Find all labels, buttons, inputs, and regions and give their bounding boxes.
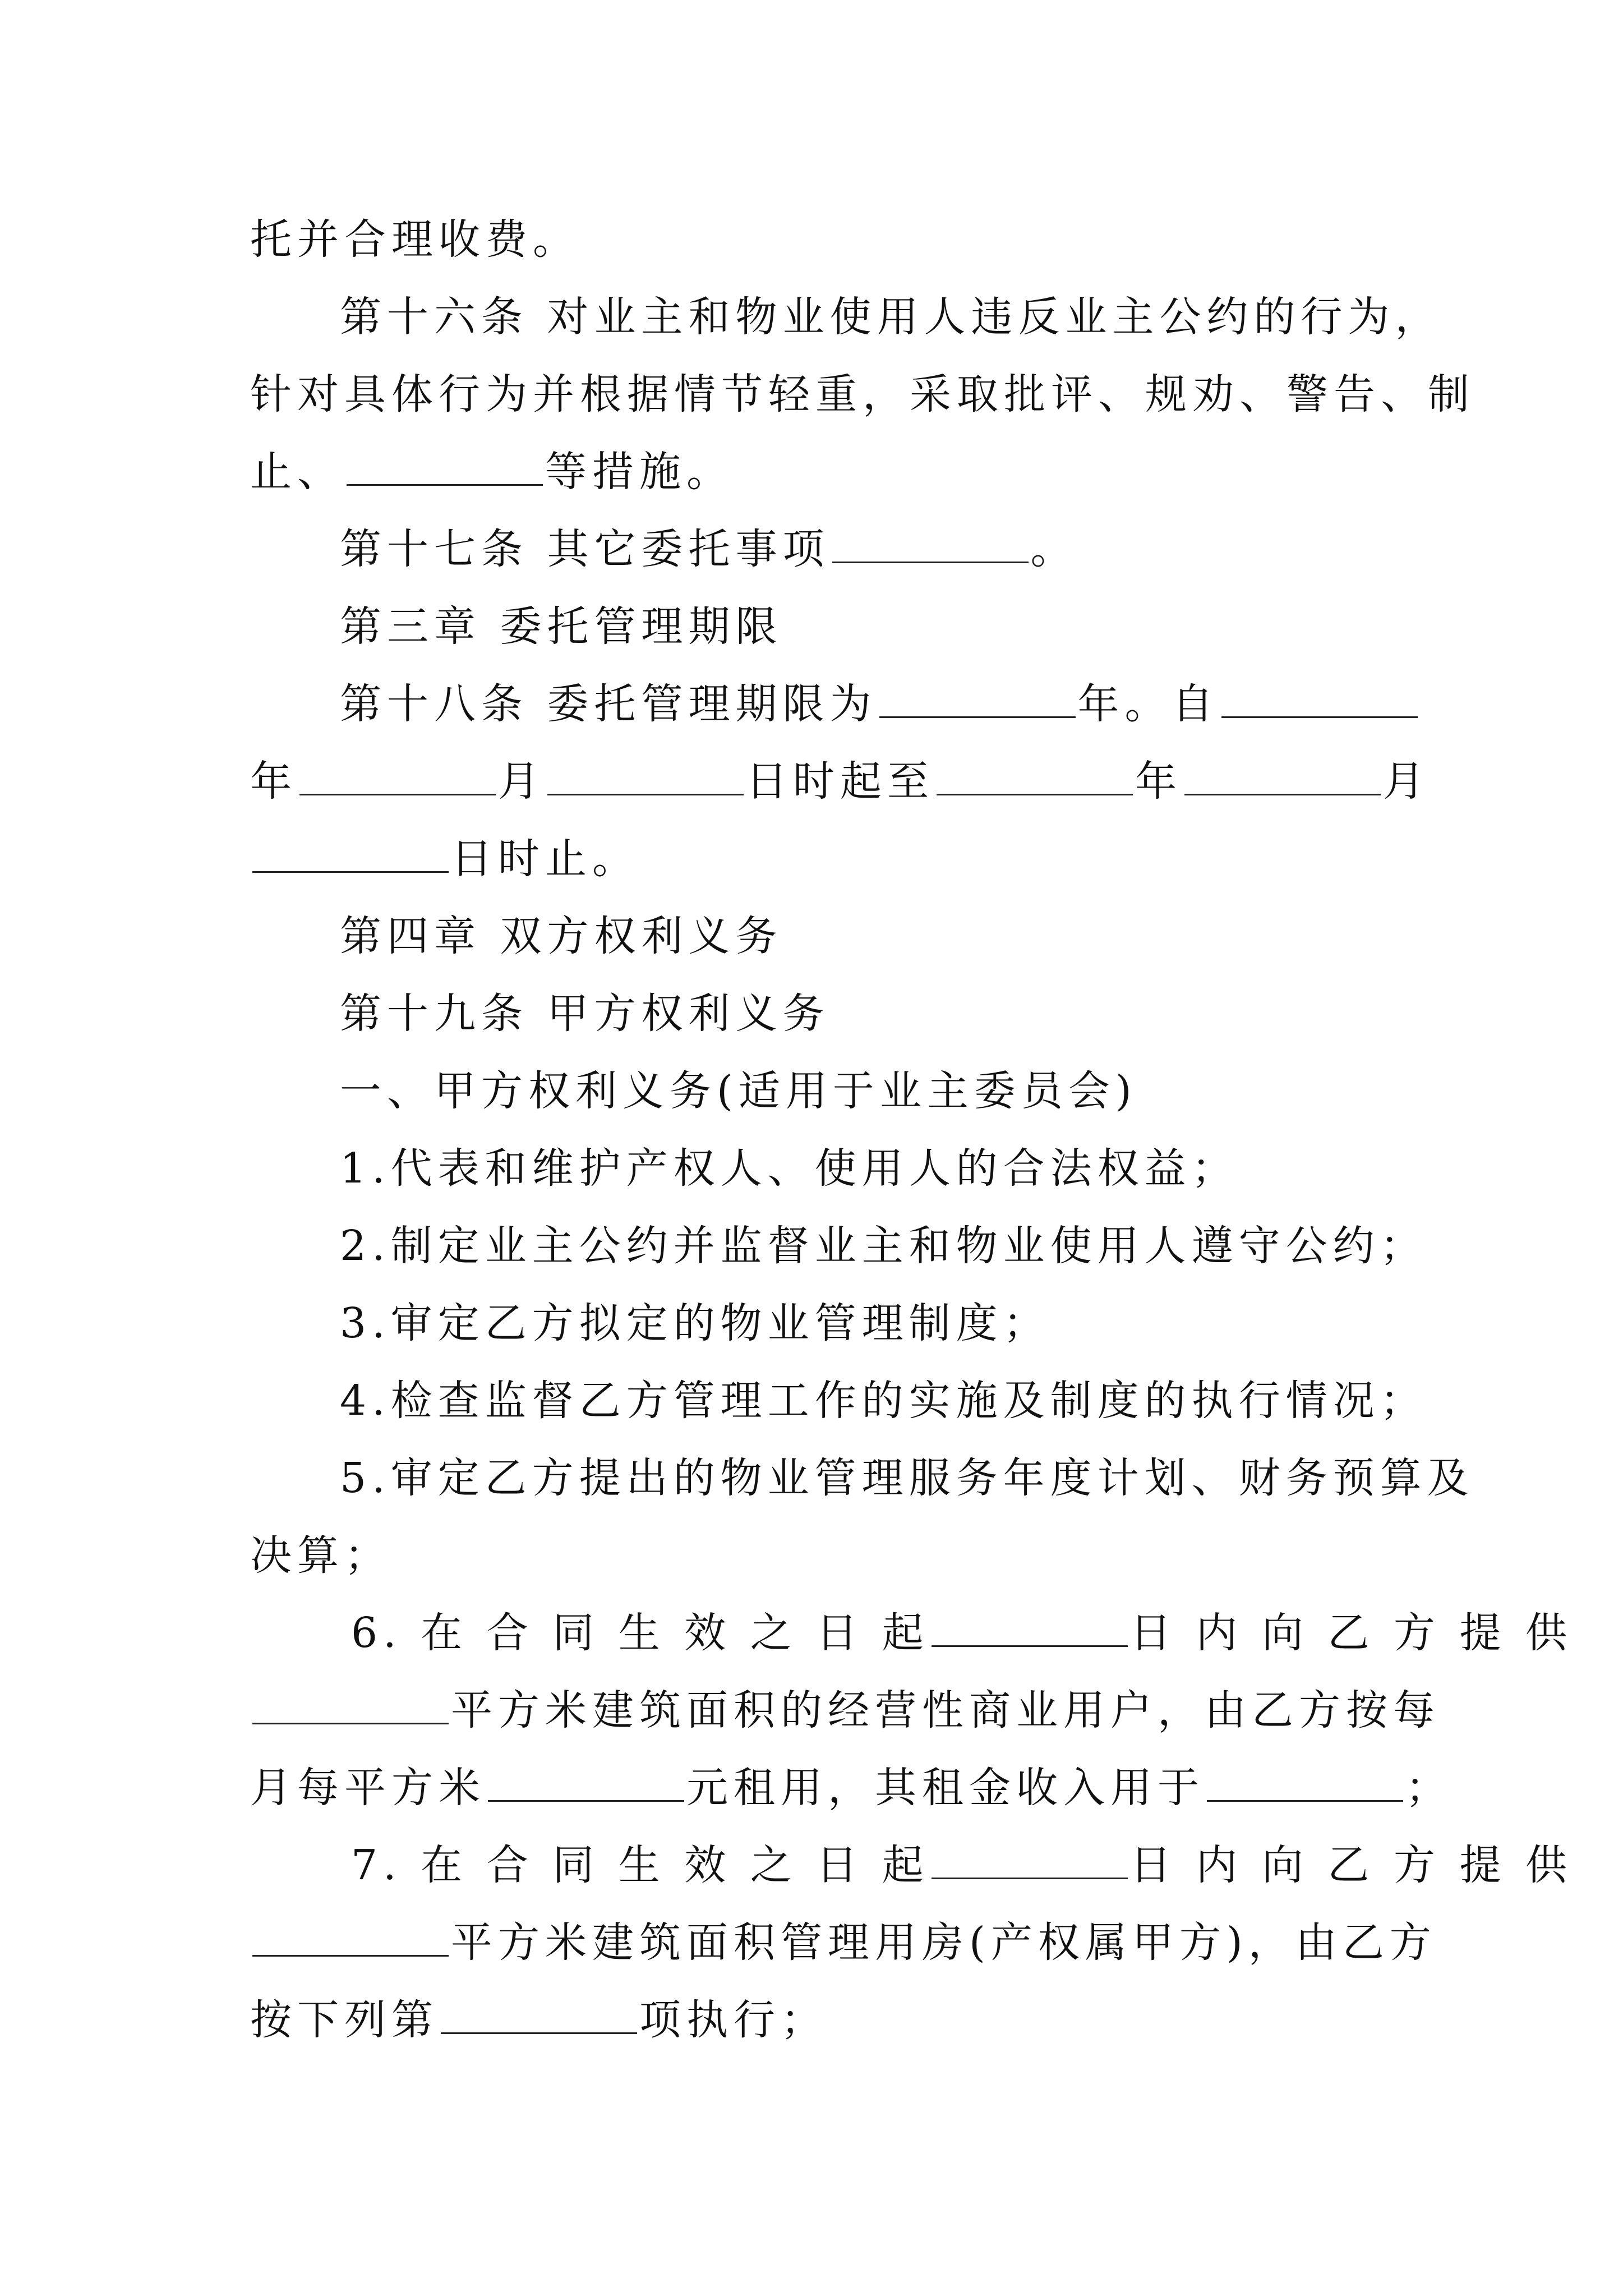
text-line [250,828,1394,890]
text-line [250,1989,1394,2051]
text-segment: 第十七条 其它委托事项 [340,525,830,573]
text-segment: 项执行； [639,1996,828,2044]
blank-field[interactable] [879,679,1076,718]
text-segment: 4.检查监督乙方管理工作的实施及制度的执行情况； [340,1377,1427,1425]
list-item [340,1138,1394,1199]
blank-field[interactable] [441,1995,637,2034]
text-segment: 等措施。 [545,448,734,496]
text-segment: 7. 在 合 同 生 效 之 日 起 [351,1841,929,1889]
text-segment: 平方米建筑面积管理用房(产权属甲方)，由乙方 [451,1918,1437,1967]
blank-field[interactable] [1207,1763,1403,1802]
list-item [340,1447,1474,1509]
text-segment: 第十八条 委托管理期限为 [340,680,877,728]
text-segment: 月 [1383,757,1430,806]
article-19-heading [340,983,1394,1045]
text-line [250,441,1394,503]
blank-field[interactable] [932,1841,1128,1879]
text-line [250,1757,1453,1819]
blank-field[interactable] [252,1918,449,1957]
blank-field[interactable] [937,757,1133,795]
text-segment: 年 [250,757,297,806]
text-segment: 第四章 双方权利义务 [340,912,783,960]
list-item [340,1370,1427,1432]
text-segment: 日时起至 [746,757,934,806]
text-segment: 按下列第 [250,1996,439,2044]
list-item [351,1602,1573,1664]
text-segment: 第三章 委托管理期限 [340,602,783,651]
blank-field[interactable] [547,757,744,795]
blank-field[interactable] [299,757,496,795]
article-17-heading [340,518,1394,580]
blank-field[interactable] [252,834,449,873]
text-line [250,1525,1394,1586]
text-segment: 决算； [250,1531,391,1580]
chapter-3-heading [340,596,1394,657]
text-segment: 1.代表和维护产权人、使用人的合法权益； [340,1144,1239,1193]
chapter-4-heading [340,905,1394,967]
text-segment: 止、 [250,448,344,496]
section-heading [340,1060,1394,1122]
text-segment: 6. 在 合 同 生 效 之 日 起 [351,1609,929,1657]
text-segment: 一、甲方权利义务(适用于业主委员会) [340,1067,1137,1115]
text-segment: 年。自 [1077,680,1219,728]
text-segment: 针对具体行为并根据情节轻重，采取批评、规劝、警告、制 [250,370,1475,418]
text-segment: 2.制定业主公约并监督业主和物业使用人遵守公约； [340,1222,1427,1270]
text-line [250,1912,1437,1973]
text-line [250,209,1394,270]
text-segment: 日 内 向 乙 方 提 供 [1129,1841,1573,1889]
list-item [351,1834,1573,1896]
text-segment: ； [1405,1764,1453,1812]
blank-field[interactable] [347,447,543,486]
blank-field[interactable] [488,1763,684,1802]
list-item [340,1215,1427,1277]
blank-field[interactable] [1184,757,1381,795]
text-segment: 日 内 向 乙 方 提 供 [1129,1609,1573,1657]
blank-field[interactable] [252,1686,449,1724]
text-segment: 元租用，其租金收入用于 [686,1764,1205,1812]
text-segment: 月 [498,757,545,806]
text-segment: 日时止。 [451,835,639,883]
article-18-heading [340,673,1394,735]
text-segment: 第十六条 对业主和物业使用人违反业主公约的行为， [340,293,1442,341]
text-segment: 第十九条 甲方权利义务 [340,990,830,1038]
text-segment: 5.审定乙方提出的物业管理服务年度计划、财务预算及 [340,1454,1474,1502]
text-segment: 3.审定乙方拟定的物业管理制度； [340,1299,1050,1347]
blank-field[interactable] [832,524,1029,563]
text-line [250,364,1475,425]
text-segment: 月每平方米 [250,1764,486,1812]
blank-field[interactable] [1221,679,1418,718]
list-item [340,1292,1394,1354]
article-16-heading [340,286,1442,348]
text-segment: 平方米建筑面积的经营性商业用户，由乙方按每 [451,1686,1440,1734]
text-segment: 托并合理收费。 [250,215,580,264]
text-segment: 。 [1030,525,1078,573]
text-segment: 年 [1135,757,1182,806]
text-line [250,1680,1440,1741]
blank-field[interactable] [932,1608,1128,1647]
text-line [250,751,1430,812]
